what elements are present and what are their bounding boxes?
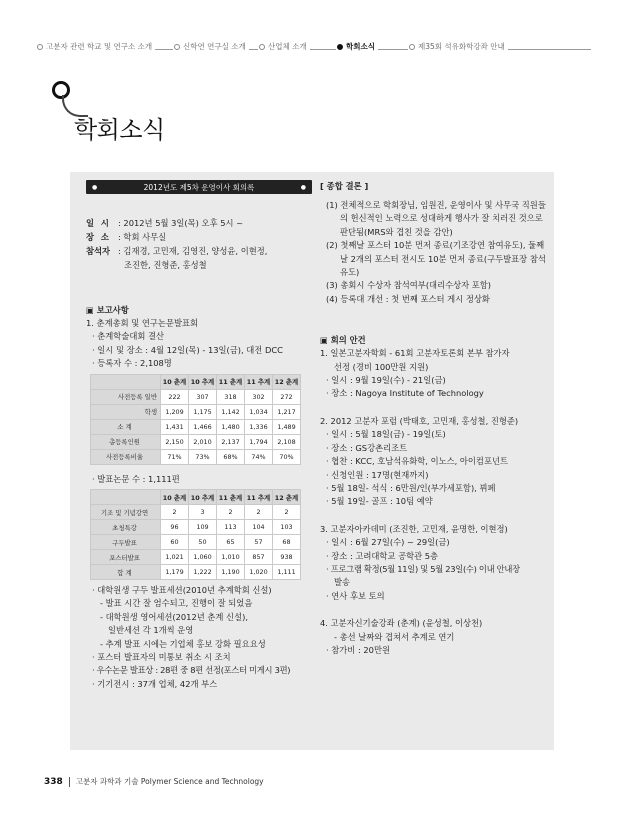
nav-dot-icon xyxy=(37,44,43,50)
report-line: - 대학원생 영어세션(2012년 춘계 신설), xyxy=(100,611,248,622)
top-navigation xyxy=(36,38,591,58)
journal-name: 고분자 과학과 기술 Polymer Science and Technology xyxy=(75,777,264,786)
report-line: · 우수논문 발표상 : 28편 중 8편 선정(포스터 미게시 3편) xyxy=(92,665,291,676)
table-row: 포스터발표 1,021 1,060 1,010 857 938 xyxy=(91,550,301,565)
table-row: 소 계 1,431 1,466 1,480 1,336 1,489 xyxy=(91,419,301,434)
report-item-1: 1. 춘계총회 및 연구논문발표회 xyxy=(86,318,199,328)
agenda-item-1: 1. 일본고분자학회 - 61회 고분자토론회 본부 참가자 xyxy=(320,348,510,359)
report-line: - 추계 발표 시에는 기업체 홍보 강화 필요요성 xyxy=(100,638,266,649)
agenda-line: - 총선 날짜와 겹쳐서 추계로 연기 xyxy=(334,631,455,642)
report-line: · 춘계학술대회 결산 xyxy=(92,331,165,342)
report-line: - 발표 시간 잘 엄수되고, 진행이 잘 되었음 xyxy=(100,598,253,609)
table-row: 사전등록비율 71% 73% 68% 74% 70% xyxy=(91,449,301,464)
table-row: 기조 및 기념강연 2 3 2 2 2 xyxy=(91,505,301,520)
report-line: · 발표논문 수 : 1,111편 xyxy=(92,473,180,484)
conclusion-item: (1) 전체적으로 학회장님, 임원진, 운영이사 및 사무국 직원들의 헌신적인 노력으로 성대하게 행사가 잘 치러진 것으로 판단됨(MRS와 겹친 것을 감안) xyxy=(326,200,546,237)
table-row: 학생 1,209 1,175 1,142 1,034 1,217 xyxy=(91,404,301,419)
conclusion-item: (4) 등록대 개선 : 첫 번째 포스터 게시 정상화 xyxy=(326,293,490,304)
table-row: 총등록인원 2,150 2,010 2,137 1,794 2,108 xyxy=(91,434,301,449)
nav-item-schools[interactable]: 고분자 관련 학교 및 연구소 소개 xyxy=(36,41,155,52)
table-row: 사전등록 일반 222 307 318 302 272 xyxy=(91,389,301,404)
meeting-title: 2012년도 제5차 운영이사 회의록 xyxy=(143,182,255,192)
left-column xyxy=(86,180,312,691)
right-column xyxy=(320,180,546,657)
table-row: 합 계 1,179 1,222 1,190 1,020 1,111 xyxy=(91,565,301,580)
table-header-row: 10 춘계 10 추계 11 춘계 11 추계 12 춘계 xyxy=(91,490,301,505)
agenda-line: · 협찬 : KCC, 호남석유화학, 이노스, 아이컴포넌트 xyxy=(326,456,508,467)
info-attendees: 참석자 : 김재경, 고민재, 김영진, 양성윤, 이현정, xyxy=(86,246,268,256)
meeting-title-bar xyxy=(86,180,312,194)
nav-item-course[interactable]: 제35회 석유화학강좌 안내 xyxy=(408,41,508,52)
content-box xyxy=(70,172,554,750)
table-row: 초청특강 96 109 113 104 103 xyxy=(91,520,301,535)
nav-item-news[interactable]: 학회소식 xyxy=(336,41,378,52)
agenda-line: · 장소 : 고려대학교 공학관 5층 xyxy=(326,550,439,561)
agenda-line: · 장소 : GS강촌리조트 xyxy=(326,442,408,453)
info-place: 장 소 : 학회 사무실 xyxy=(86,232,167,242)
agenda-heading: ▣ 회의 안건 xyxy=(320,335,366,346)
page-footer xyxy=(44,776,264,787)
table-header-row: 10 춘계 10 추계 11 춘계 11 추계 12 춘계 xyxy=(91,374,301,389)
agenda-line: 선정 (경비 100만원 지원) xyxy=(334,361,429,372)
info-attendees-cont: 조진한, 진형준, 홍성철 xyxy=(124,260,207,270)
conclusion-heading: [ 종합 결론 ] xyxy=(320,181,369,191)
report-heading: ▣ 보고사항 xyxy=(86,305,129,315)
report-line: · 기기전시 : 37개 업체, 42개 부스 xyxy=(92,678,218,689)
report-line: · 포스터 발표자의 미통보 취소 시 조치 xyxy=(92,652,231,663)
agenda-line: · 5월 19일- 골프 : 10팀 예약 xyxy=(326,496,433,507)
page-number: 338 xyxy=(44,776,63,787)
agenda-item-2: 2. 2012 고분자 포럼 (박태호, 고민재, 홍성철, 진형준) xyxy=(320,415,519,426)
agenda-line: · 장소 : Nagoya Institute of Technology xyxy=(326,388,484,399)
report-line: · 일시 및 장소 : 4월 12일(목) - 13일(금), 대전 DCC xyxy=(92,344,283,355)
bullet-icon: ● xyxy=(92,183,98,191)
agenda-line: 발송 xyxy=(334,577,351,588)
info-date: 일 시 : 2012년 5월 3일(목) 오후 5시 ~ xyxy=(86,218,244,228)
nav-dot-icon xyxy=(409,44,415,50)
nav-dot-icon xyxy=(259,44,265,50)
footer-divider xyxy=(69,777,70,787)
report-line: 일반세션 각 1개씩 운영 xyxy=(108,625,194,636)
agenda-line: · 프로그램 확정(5월 11일) 및 5월 23일(수) 이내 안내장 xyxy=(326,563,520,574)
table-row: 구두발표 60 50 65 57 68 xyxy=(91,535,301,550)
agenda-line: · 일시 : 6월 27일(수) ~ 29일(금) xyxy=(326,537,450,548)
agenda-line: · 연사 후보 토의 xyxy=(326,590,385,601)
report-line: · 대학원생 구두 발표세션(2010년 추계학회 신설) xyxy=(92,585,272,596)
agenda-line: · 신청인원 : 17명(현재까지) xyxy=(326,469,429,480)
papers-table xyxy=(90,489,301,580)
nav-dot-icon xyxy=(337,44,343,50)
conclusion-item: (2) 첫째날 포스터 10분 먼저 종료(기조강연 참여유도), 둘째날 2개의 포스터 전시도 10분 먼저 종료(구두발표장 참석 유도) xyxy=(326,240,546,278)
agenda-item-3: 3. 고분자아카데미 (조진한, 고민재, 윤명한, 이현정) xyxy=(320,523,508,534)
report-line: · 등록자 수 : 2,108명 xyxy=(92,358,172,369)
nav-dot-icon xyxy=(174,44,180,50)
agenda-line: · 참가비 : 20만원 xyxy=(326,644,390,655)
agenda-line: · 5월 18일- 석식 : 6만원/인(부가세포함), 뷔페 xyxy=(326,482,496,493)
agenda-line: · 일시 : 5월 18일(금) - 19일(토) xyxy=(326,429,446,440)
bullet-icon: ● xyxy=(300,183,306,191)
agenda-line: · 일시 : 9월 19일(수) - 21일(금) xyxy=(326,375,446,386)
registration-table xyxy=(90,374,301,465)
conclusion-item: (3) 총회시 수상자 참석여부(대리수상자 포함) xyxy=(326,280,492,291)
agenda-item-4: 4. 고분자신기술강좌 (춘계) (윤성철, 이상천) xyxy=(320,618,483,629)
nav-item-labs[interactable]: 신학연 연구실 소개 xyxy=(173,41,249,52)
page-title: 학회소식 xyxy=(74,116,165,144)
nav-item-industry[interactable]: 산업체 소개 xyxy=(258,41,310,52)
